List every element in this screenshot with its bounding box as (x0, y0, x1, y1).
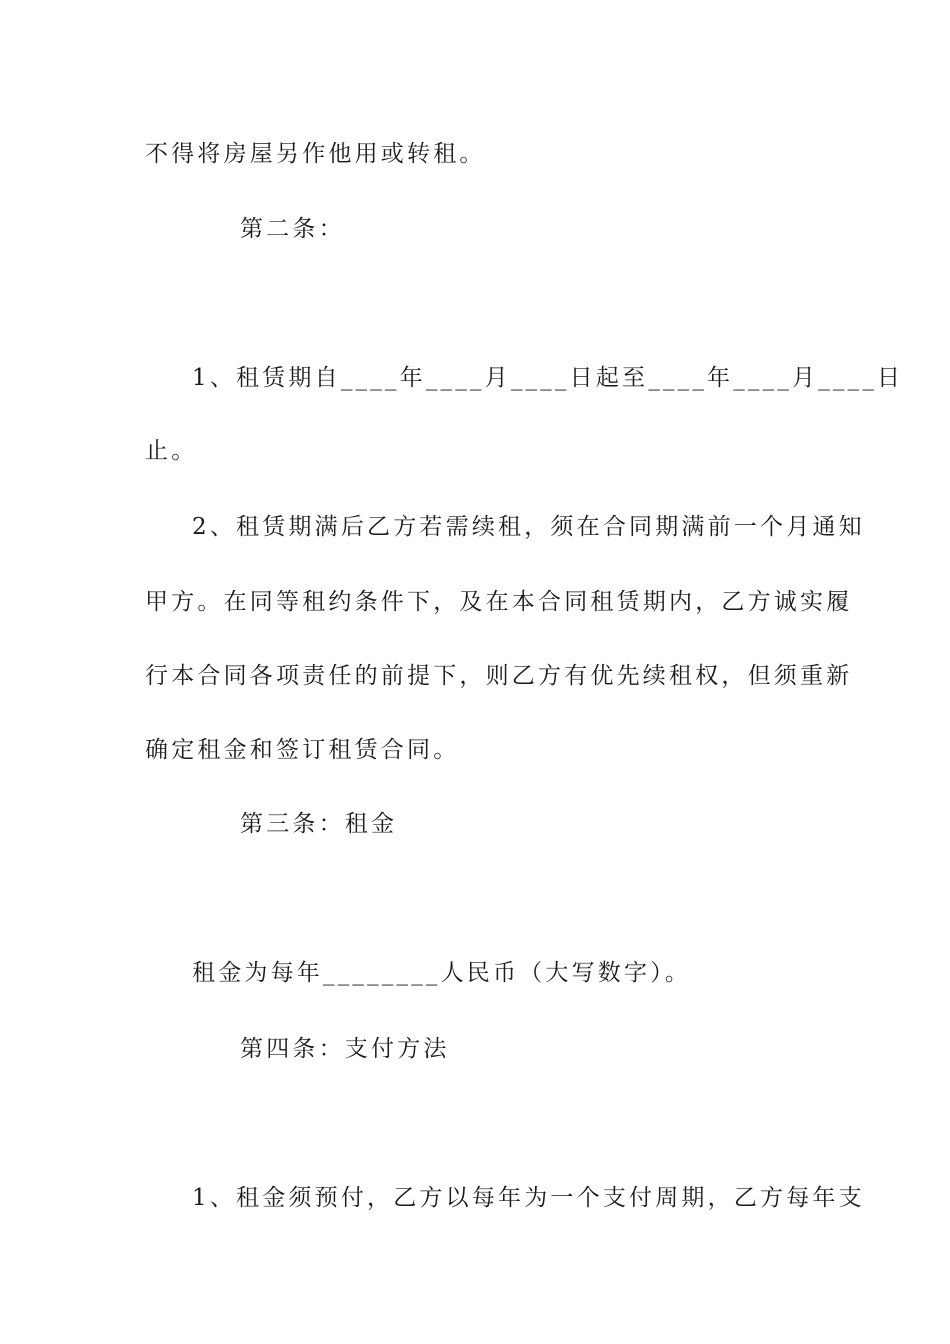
article-2-item-1: 1、租赁期自____年____月____日起至____年____月____日 (192, 365, 904, 391)
article-3-heading: 第三条：租金 (240, 811, 398, 837)
article-4-heading: 第四条：支付方法 (240, 1036, 450, 1062)
article-2-item-1-end: 止。 (145, 438, 198, 464)
article-2-item-2-line-4: 确定租金和签订租赁合同。 (145, 737, 460, 763)
article-3-rent-amount: 租金为每年________人民币（大写数字）。 (192, 960, 692, 986)
clause-1-continuation: 不得将房屋另作他用或转租。 (145, 141, 486, 167)
article-2-item-2-line-2: 甲方。在同等租约条件下，及在本合同租赁期内，乙方诚实履 (145, 589, 853, 615)
article-4-item-1: 1、租金须预付，乙方以每年为一个支付周期，乙方每年支 (192, 1185, 865, 1211)
article-2-item-2-line-3: 行本合同各项责任的前提下，则乙方有优先续租权，但须重新 (145, 663, 853, 689)
article-2-item-2: 2、租赁期满后乙方若需续租，须在合同期满前一个月通知 (192, 514, 865, 540)
article-2-heading: 第二条： (240, 216, 345, 242)
